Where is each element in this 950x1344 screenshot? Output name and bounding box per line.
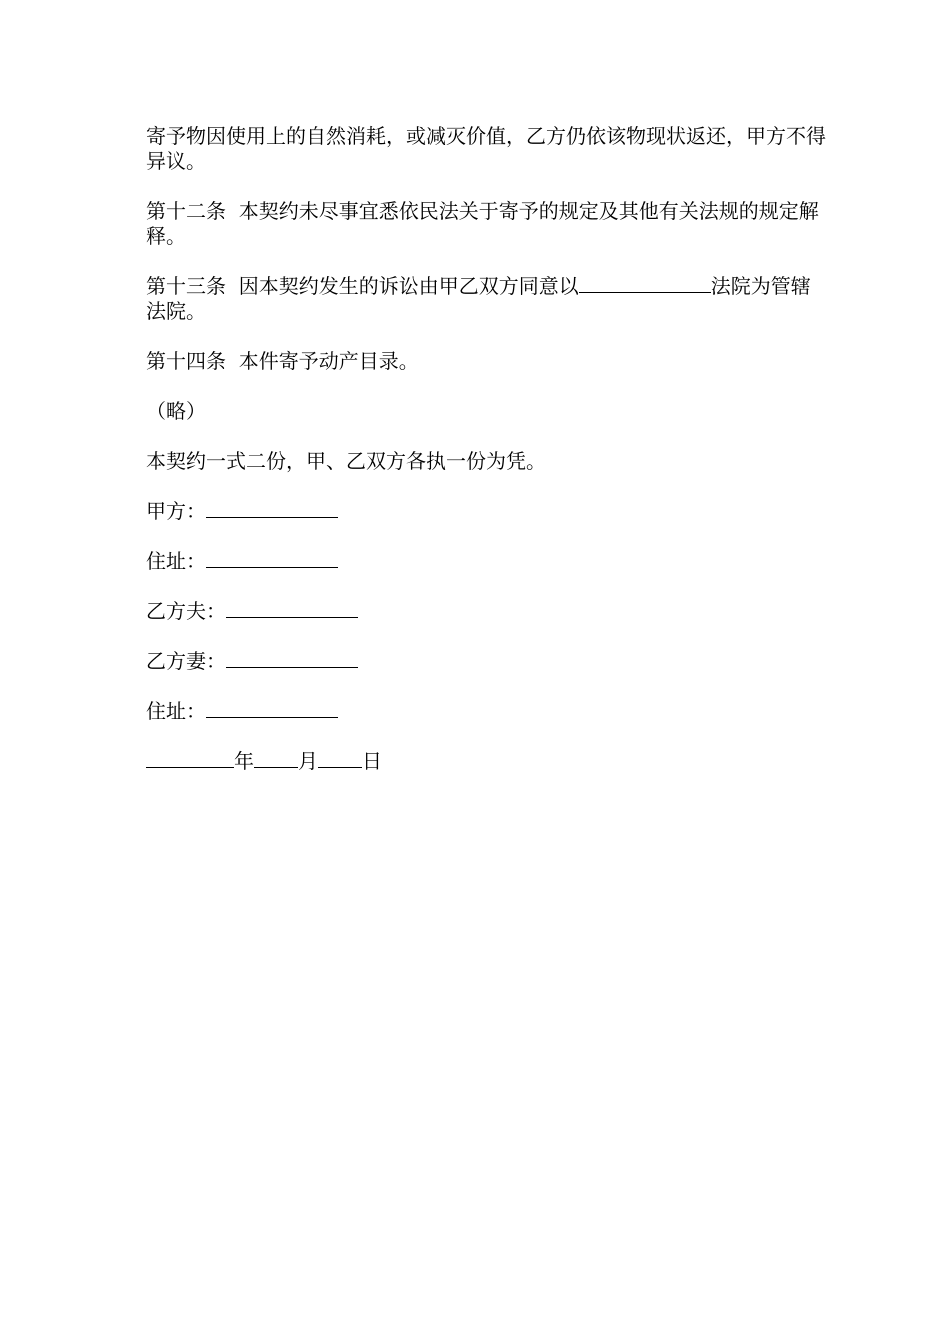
paragraph-return-clause: 寄予物因使用上的自然消耗，或减灭价值，乙方仍依该物现状返还，甲方不得异议。 <box>146 124 826 173</box>
court-blank <box>579 274 711 293</box>
year-label: 年 <box>234 749 254 773</box>
signature-label: 乙方妻： <box>146 649 226 673</box>
day-blank <box>318 749 362 768</box>
signature-label: 甲方： <box>146 499 206 523</box>
day-label: 日 <box>362 749 382 773</box>
signature-party-b-wife <box>146 649 826 674</box>
signature-party-a <box>146 499 826 524</box>
article-13-text-after: 法院为管辖法院。 <box>146 274 811 323</box>
omitted-note: （略） <box>146 399 206 423</box>
article-14: 第十四条 本件寄予动产目录。 <box>146 349 419 373</box>
signature-blank <box>206 499 338 518</box>
copies-statement: 本契约一式二份，甲、乙双方各执一份为凭。 <box>146 449 546 473</box>
signature-party-b-husband <box>146 599 826 624</box>
month-blank <box>254 749 298 768</box>
signature-label: 乙方夫： <box>146 599 226 623</box>
document-body <box>146 124 826 799</box>
signature-blank <box>206 699 338 718</box>
signature-address-a <box>146 549 826 574</box>
signature-label: 住址： <box>146 699 206 723</box>
article-12: 第十二条 本契约未尽事宜悉依民法关于寄予的规定及其他有关法规的规定解释。 <box>146 199 819 248</box>
date-line <box>146 749 826 774</box>
article-13-text-before: 第十三条 因本契约发生的诉讼由甲乙双方同意以 <box>146 274 579 298</box>
month-label: 月 <box>298 749 318 773</box>
signature-blank <box>206 549 338 568</box>
year-blank <box>146 749 234 768</box>
signature-label: 住址： <box>146 549 206 573</box>
article-13 <box>146 274 826 324</box>
signature-blank <box>226 599 358 618</box>
signature-blank <box>226 649 358 668</box>
signature-address-b <box>146 699 826 724</box>
